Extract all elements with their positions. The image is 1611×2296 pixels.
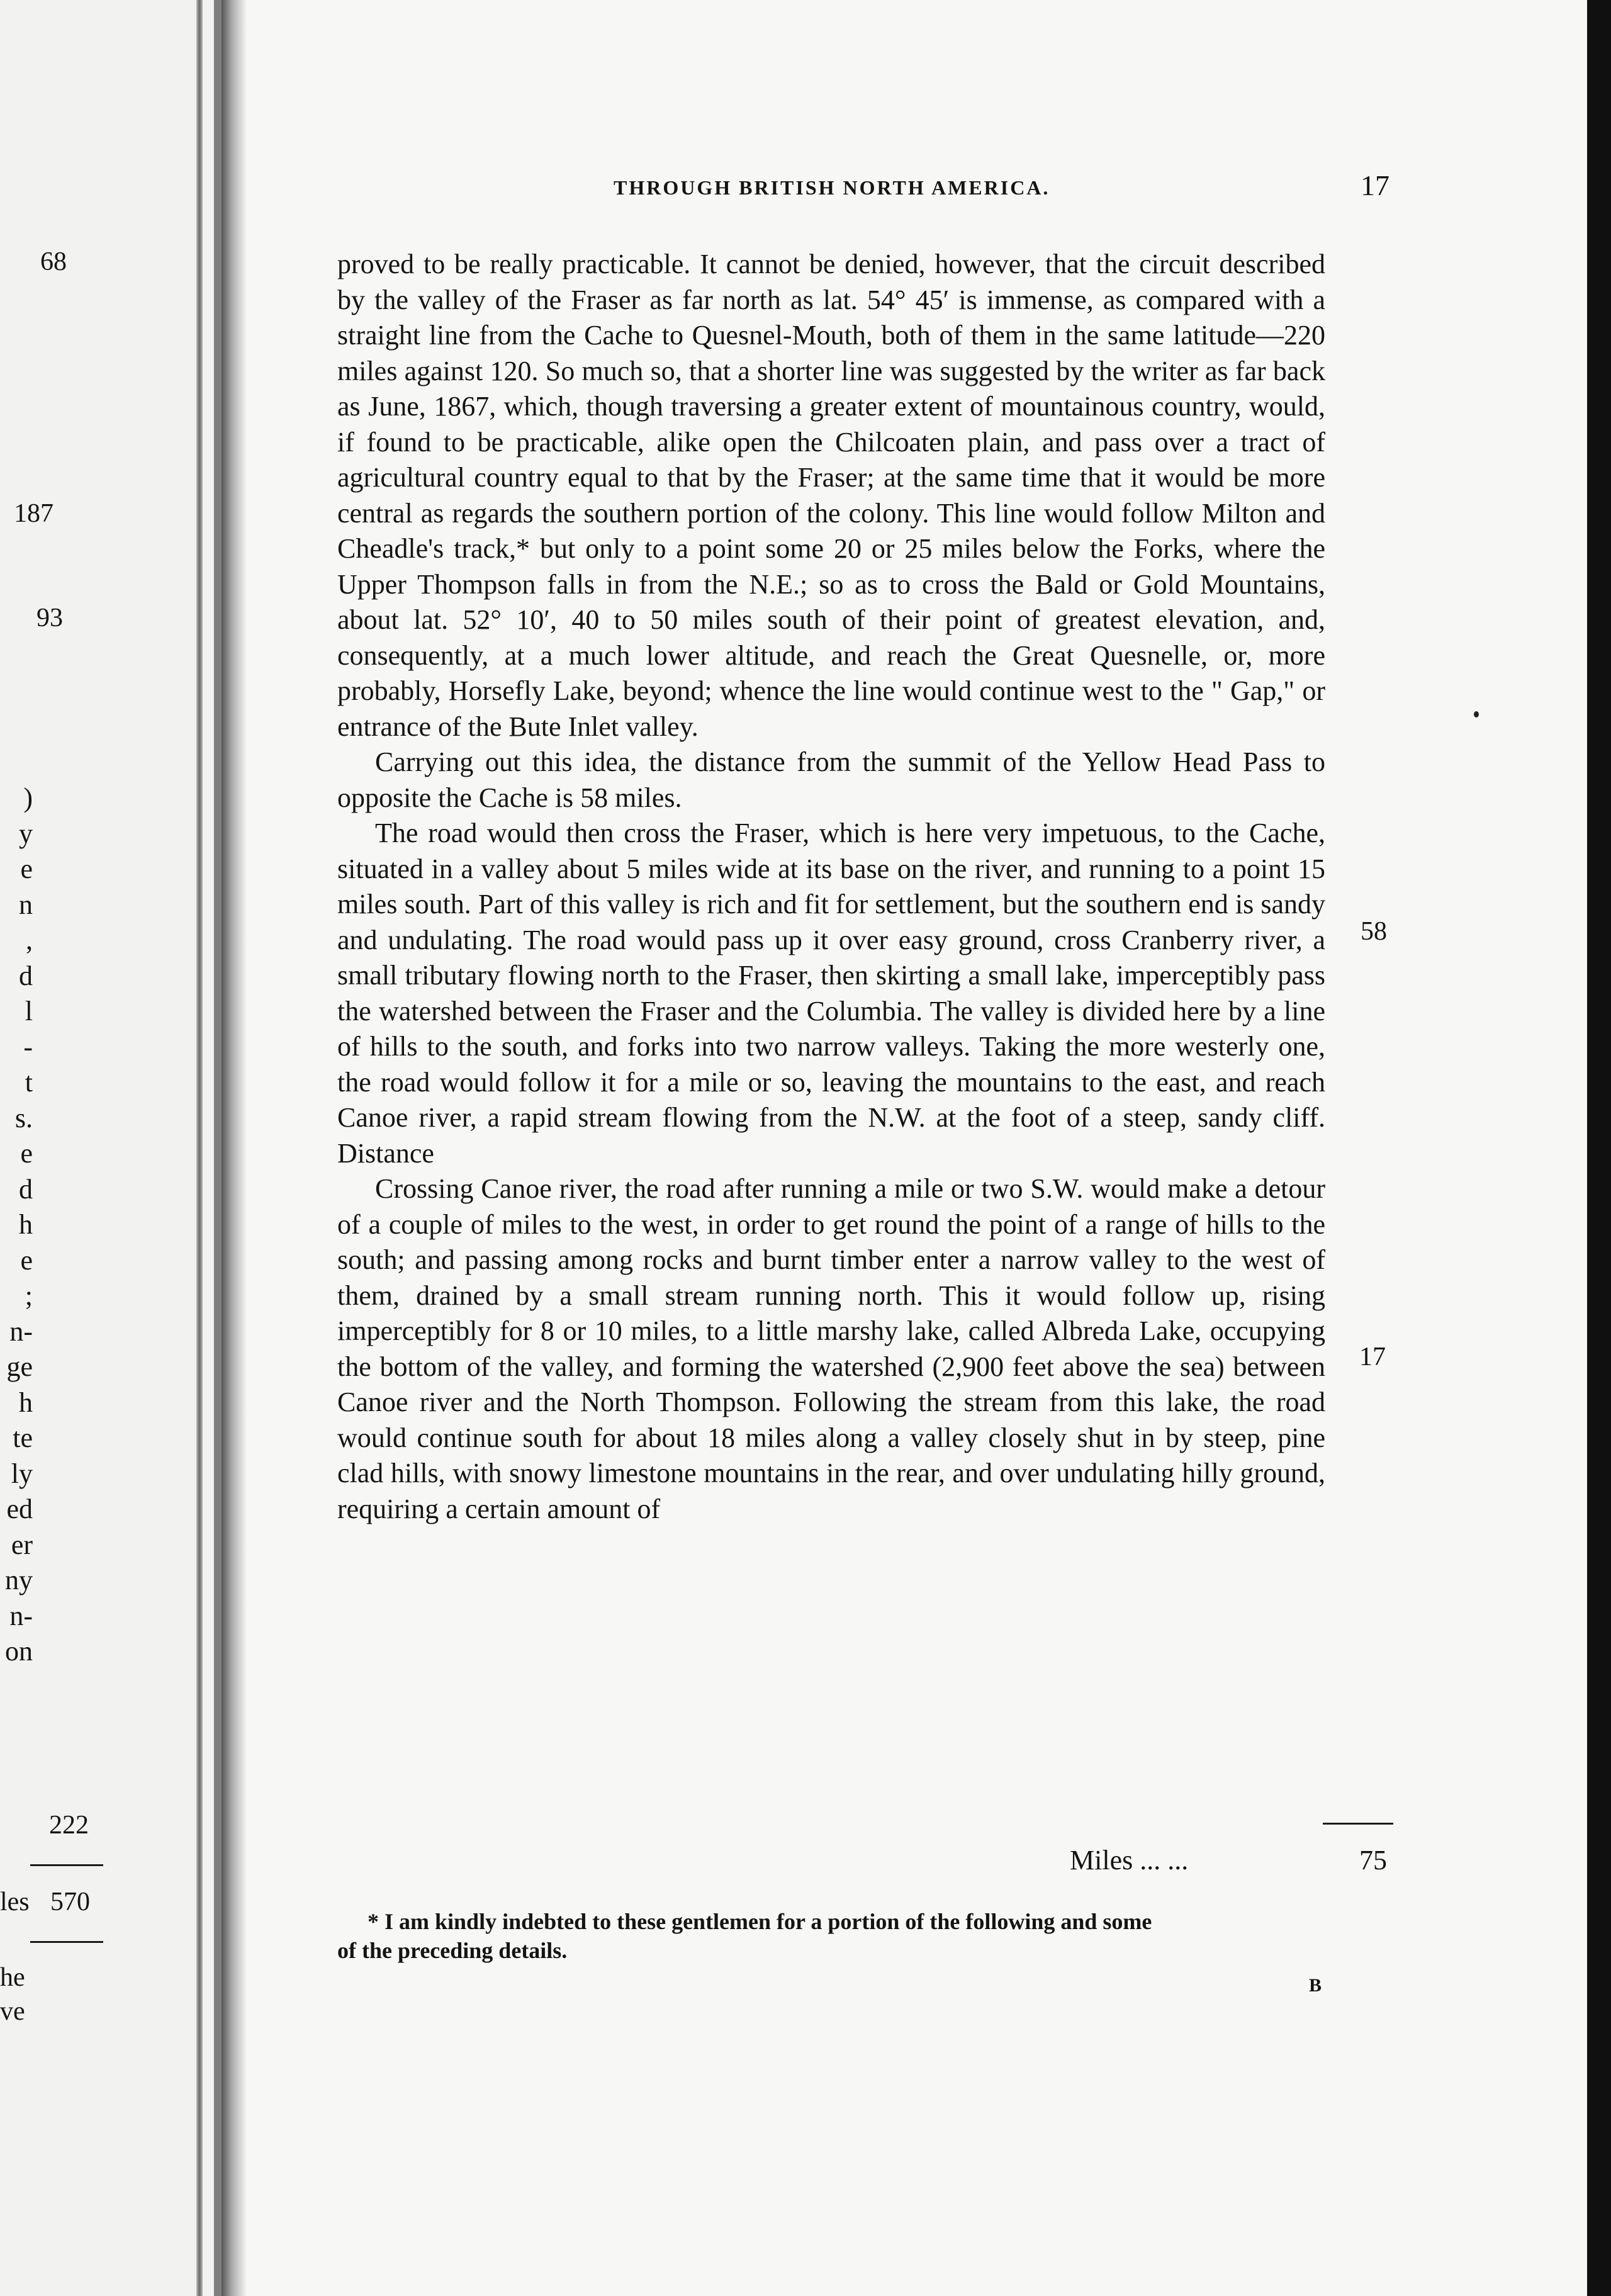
facing-page-number-2: 187	[14, 499, 53, 528]
footnote-line-2: of the preceding details.	[337, 1938, 568, 1963]
facing-page-fragment: d	[19, 1173, 33, 1205]
facing-page-fragment: n-	[9, 1315, 33, 1347]
facing-page-number-5: 570	[50, 1888, 90, 1916]
facing-page-fragment: ny	[5, 1565, 33, 1595]
running-title: THROUGH BRITISH NORTH AMERICA.	[614, 176, 1050, 199]
book-gutter	[196, 0, 203, 2296]
page-gutter-shadow	[222, 0, 247, 2296]
facing-page-rule-2	[30, 1941, 103, 1943]
paragraph-2: Carrying out this idea, the distance from the summit of the Yellow Head Pass to opposite the Cache is 58 miles.	[337, 746, 1325, 813]
facing-page-fragment: n-	[9, 1600, 33, 1631]
facing-page-fragment: d	[19, 960, 33, 991]
facing-page-fragment: s.	[14, 1102, 33, 1134]
facing-page-fragment: ge	[6, 1351, 33, 1382]
facing-page-fragment: ed	[6, 1494, 33, 1524]
total-rule	[1323, 1823, 1393, 1825]
miles-total: 75	[1359, 1845, 1387, 1876]
facing-page-fragment: on	[5, 1636, 33, 1667]
signature-mark: B	[1309, 1975, 1322, 1996]
facing-page-fragment: ly	[11, 1458, 33, 1489]
paragraph-4: Crossing Canoe river, the road after running a mile or two S.W. would make a detour of a couple of miles to the west, in order to get round the point of a range of hills to the south; and passing among rocks and burnt timber enter a narrow valley to the west of them, drained by a small stream running north. This it would follow up, rising imperceptibly for 8 or 10 miles, to a little marshy lake, called Albreda Lake, occupying the bottom of the valley, and forming the watershed (2,900 feet above the sea) between Canoe river and the North Thompson. Following the stream from this lake, the road would continue south for about 18 miles along a valley closely shut in by steep, pine clad hills, with snowy limestone mountains in the rear, and over undulating hilly ground, requiring a certain amount of	[337, 1173, 1325, 1524]
facing-page-fragment: )	[23, 782, 33, 813]
facing-page-fragment-bottom-1: he	[0, 1963, 25, 1992]
distance-note-1: 58	[1361, 917, 1387, 946]
facing-page-number-1: 68	[40, 247, 67, 276]
facing-page-miles-prefix: les	[0, 1888, 30, 1916]
facing-page-fragment: er	[11, 1529, 33, 1560]
facing-page-rule-1	[30, 1864, 103, 1866]
facing-page-fragment: t	[25, 1067, 33, 1098]
facing-page-fragment: e	[20, 1244, 33, 1276]
facing-page-fragment: l	[25, 996, 33, 1027]
facing-page-fragment: y	[19, 818, 33, 849]
facing-page-fragment: e	[20, 853, 33, 884]
body-text	[337, 247, 1325, 1527]
paragraph-3: The road would then cross the Fraser, which is here very impetuous, to the Cache, situated in a valley about 5 miles wide at its base on the river, and running to a point 15 miles south. Part of this valley is rich and fit for settlement, but the southern end is sandy and undulating. The road would pass up it over easy ground, cross Cranberry river, a small tributary flowing north to the Fraser, then skirting a small lake, imperceptibly pass the watershed between the Fraser and the Columbia. The valley is divided here by a line of hills to the south, and forks into two narrow valleys. Taking the more westerly one, the road would follow it for a mile or so, leaving the mountains to the east, and reach Canoe river, a rapid stream flowing from the N.W. at the foot of a steep, sandy cliff. Distance	[337, 818, 1325, 1169]
paragraph-1: proved to be really practicable. It cannot be denied, however, that the circuit described by the valley of the Fraser as far north as lat. 54° 45′ is immense, as compared with a straight line from the Cache to Quesnel-Mouth, both of them in the same latitude—220 miles against 120. So much so, that a shorter line was suggested by the writer as far back as June, 1867, which, though traversing a greater extent of mountainous country, would, if found to be practicable, alike open the Chilcoaten plain, and pass over a tract of agricultural country equal to that by the Fraser; at the same time that it would be more central as regards the southern portion of the colony. This line would follow Milton and Cheadle's track,* but only to a point some 20 or 25 miles below the Forks, where the Upper Thompson falls in from the N.E.; so as to cross the Bald or Gold Mountains, about lat. 52° 10′, 40 to 50 miles south of their point of greatest elevation, and, consequently, at a much lower altitude, and reach the Great Quesnelle, or, more probably, Horsefly Lake, beyond; whence the line would continue west to the " Gap," or entrance of the Bute Inlet valley.	[337, 249, 1325, 742]
footnote	[337, 1907, 1401, 1965]
facing-page-fragment-bottom-2: ve	[0, 1997, 25, 2026]
page-number: 17	[1361, 169, 1389, 201]
distance-note-2: 17	[1359, 1342, 1386, 1371]
scan-border	[1587, 0, 1611, 2296]
facing-page-fragment: e	[20, 1138, 33, 1169]
facing-page-number-4: 222	[49, 1811, 89, 1840]
miles-label: Miles ... ...	[1070, 1845, 1189, 1876]
facing-page-fragment: -	[23, 1031, 33, 1062]
facing-page-fragment: ,	[26, 925, 33, 955]
facing-page-fragment: h	[19, 1209, 33, 1240]
facing-page-number-3: 93	[36, 604, 63, 633]
footnote-line-1: * I am kindly indebted to these gentlemen for a portion of the following and some	[368, 1909, 1152, 1934]
facing-page-fragment: ;	[25, 1280, 33, 1311]
facing-page-fragment: h	[19, 1387, 33, 1418]
facing-page-fragment: te	[13, 1422, 33, 1453]
facing-page-fragment: n	[19, 889, 33, 920]
ink-speck	[1474, 711, 1479, 718]
